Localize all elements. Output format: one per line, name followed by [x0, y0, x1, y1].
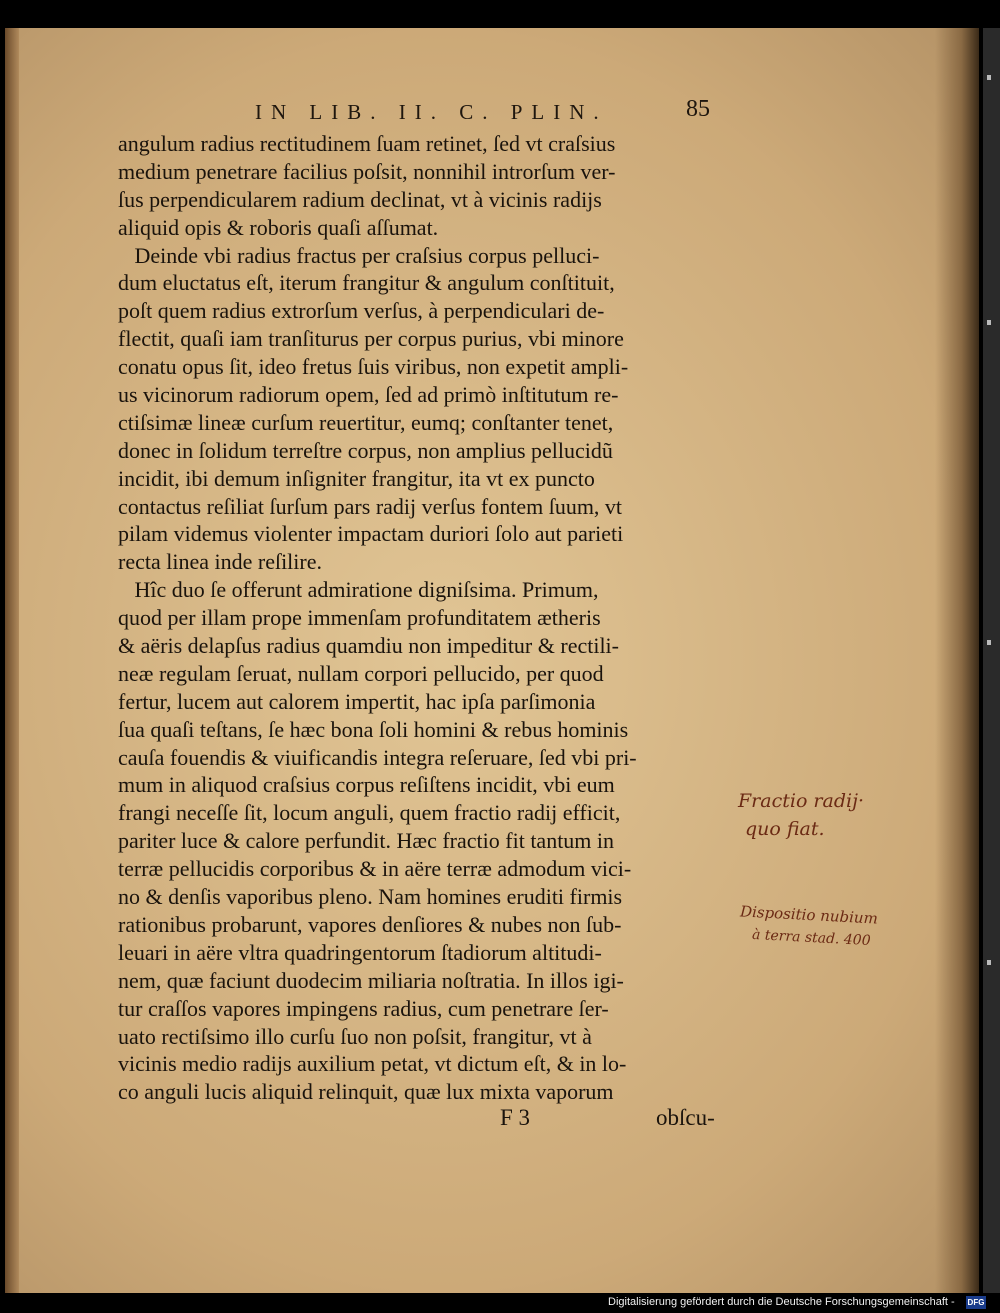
- page-number: 85: [686, 96, 710, 122]
- text-line: vicinis medio radijs auxilium petat, vt dictum eſt, & in lo-: [118, 1051, 627, 1077]
- text-line: aliquid opis & roboris quaſi aſſumat.: [118, 214, 439, 240]
- text-line: us vicinorum radiorum opem, ſed ad primò inſtitutum re-: [118, 382, 619, 408]
- page-gutter-shadow: [5, 28, 19, 1293]
- signature-mark: F 3: [500, 1105, 531, 1130]
- text-line: no & denſis vaporibus pleno. Nam homines eruditi firmis: [118, 884, 623, 910]
- body-text: [118, 130, 728, 1106]
- margin-note-1-line-2: quo fiat.: [745, 818, 825, 840]
- text-line: rationibus probarunt, vapores denſiores & nubes non ſub-: [118, 911, 622, 937]
- text-line: neæ regulam ſeruat, nullam corpori pellucido, per quod: [118, 660, 604, 686]
- running-head: IN LIB. II. C. PLIN.: [255, 100, 608, 124]
- margin-note-2-line-2: à terra stad. 400: [751, 926, 871, 950]
- footer-credit: Digitalisierung gefördert durch die Deutsche Forschungsgemeinschaft -: [608, 1296, 955, 1308]
- text-line: incidit, ibi demum inſigniter frangitur, ita vt ex puncto: [118, 465, 595, 491]
- text-line: ſua quaſi teſtans, ſe hæc bona ſoli homini & rebus hominis: [118, 716, 629, 742]
- scan-mark: [987, 960, 991, 965]
- text-line: quod per illam prope immenſam profunditatem ætheris: [118, 605, 601, 631]
- text-line: dum eluctatus eſt, iterum frangitur & angulum conſtituit,: [118, 270, 615, 296]
- text-line: mum in aliquod craſsius corpus reſiſtens incidit, vbi eum: [118, 772, 615, 798]
- catchword: obſcu-: [656, 1105, 715, 1130]
- text-line: donec in ſolidum terreſtre corpus, non amplius pellucidũ: [118, 437, 613, 463]
- text-line: flectit, quaſi iam tranſiturus per corpus purius, vbi minore: [118, 326, 624, 352]
- text-line: tur craſſos vapores impingens radius, cum penetrare ſer-: [118, 995, 609, 1021]
- text-line: fertur, lucem aut calorem impertit, hac ipſa parſimonia: [118, 688, 596, 714]
- text-line: medium penetrare facilius poſsit, nonnihil introrſum ver-: [118, 158, 616, 184]
- scan-mark: [987, 320, 991, 325]
- text-line: pariter luce & calore perfundit. Hæc fractio fit tantum in: [118, 828, 615, 854]
- scan-mark: [987, 640, 991, 645]
- text-line: angulum radius rectitudinem ſuam retinet, ſed vt craſsius: [118, 131, 616, 156]
- margin-note-1-line-1: Fractio radij·: [738, 790, 865, 812]
- text-line: co anguli lucis aliquid relinquit, quæ lux mixta vaporum: [118, 1079, 614, 1105]
- scan-mark: [987, 75, 991, 80]
- text-line: uato rectiſsimo illo curſu ſuo non poſsit, frangitur, vt à: [118, 1023, 592, 1049]
- text-line: frangi neceſſe ſit, locum anguli, quem fractio radij efficit,: [118, 800, 621, 826]
- text-line: contactus reſiliat ſurſum pars radij verſus fontem ſuum, vt: [118, 493, 623, 519]
- text-line: recta linea inde reſilire.: [118, 549, 322, 575]
- text-line: Hîc duo ſe offerunt admiratione digniſsima. Primum,: [118, 577, 599, 603]
- scan-edge-strip: [983, 28, 1000, 1293]
- text-line: conatu opus ſit, ideo fretus ſuis viribus, non expetit ampli-: [118, 354, 629, 380]
- text-line: ſus perpendicularem radium declinat, vt à vicinis radijs: [118, 186, 602, 212]
- margin-note-2-line-1: Dispositio nubium: [739, 902, 879, 928]
- text-line: leuari in aëre vltra quadringentorum ſtadiorum altitudi-: [118, 939, 602, 965]
- text-line: Deinde vbi radius fractus per craſsius corpus pelluci-: [118, 242, 600, 268]
- text-line: terræ pellucidis corporibus & in aëre terræ admodum vici-: [118, 856, 632, 882]
- page-edge-shadow: [935, 28, 979, 1293]
- text-line: ctiſsimæ lineæ curſum reuertitur, eumq; conſtanter tenet,: [118, 409, 614, 435]
- text-line: nem, quæ faciunt duodecim miliaria noſtratia. In illos igi-: [118, 967, 624, 993]
- text-line: poſt quem radius extrorſum verſus, à perpendiculari de-: [118, 298, 605, 324]
- dfg-logo: DFG: [967, 1298, 985, 1307]
- text-line: & aëris delapſus radius quamdiu non impeditur & rectili-: [118, 633, 619, 659]
- text-line: pilam videmus violenter impactam duriori ſolo aut parieti: [118, 521, 624, 547]
- text-line: cauſa fouendis & viuificandis integra reſeruare, ſed vbi pri-: [118, 744, 637, 770]
